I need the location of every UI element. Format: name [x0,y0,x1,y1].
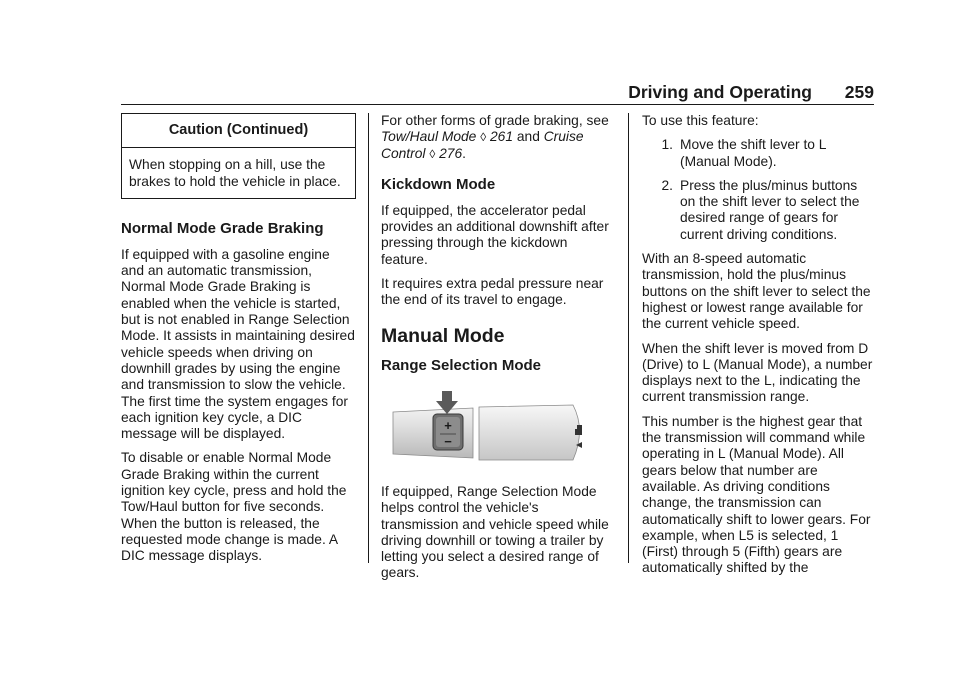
column-divider [368,113,369,563]
caution-text: When stopping on a hill, use the brakes to hold the vehicle in place. [129,157,341,189]
column-divider [628,113,629,563]
page-ref[interactable]: 261 [489,129,514,145]
heading-range-selection-mode: Range Selection Mode [381,356,542,374]
paragraph: With an 8-speed automatic transmission, hold the plus/minus buttons on the shift lever to select the highest or lowest range available for the current vehicle speed. [642,251,871,332]
link-tow-haul-mode[interactable]: Tow/Haul Mode [381,129,477,145]
heading-kickdown-mode: Kickdown Mode [381,175,496,193]
section-title: Driving and Operating [628,82,812,102]
paragraph: This number is the highest gear that the transmission will command while operating in L (Manual Mode). All gears below that number are available. As driving conditions change, the transmission can automatically shift to lower gears. For example, when L5 is selected, 1 (First) through 5 (Fifth) gears are automatically shifted by the [642,413,871,576]
caution-box [121,113,356,199]
heading-normal-mode-grade-braking: Normal Mode Grade Braking [121,219,324,237]
link-cruise-control[interactable]: Cruise Control [381,129,584,161]
minus-icon: − [444,433,452,449]
paragraph: When the shift lever is moved from D (Drive) to L (Manual Mode), a number displays next to the L, indicating the current transmission range. [642,340,873,405]
step-number: 1. [661,137,673,153]
paragraph: If equipped, the accelerator pedal provides an additional downshift after pressing through the kickdown feature. [381,202,609,267]
paragraph: To disable or enable Normal Mode Grade Braking within the current ignition key cycle, press and hold the Tow/Haul button for five seconds. When the button is released, the requested mode change is made. A DIC message displays. [121,450,347,564]
column-right [642,113,876,585]
column-left [121,113,355,573]
plus-icon: + [444,417,452,433]
page-number: 259 [844,82,874,102]
step-text: Press the plus/minus buttons on the shift lever to select the desired range of gears for current driving conditions. [680,177,860,242]
list-item [642,137,876,170]
paragraph: If equipped, Range Selection Mode helps control the vehicle's transmission and vehicle speed while driving downhill or towing a trailer by letting you select a desired range of gears. [381,483,609,581]
tow-haul-button-detail [575,429,578,435]
list-item [642,178,876,243]
lever-grip [479,405,580,460]
page-ref[interactable]: 276 [439,145,463,161]
cross-ref-icon: ◊ [480,130,487,145]
paragraph: It requires extra pedal pressure near the end of its travel to engage. [381,276,604,308]
step-number: 2. [661,177,673,193]
caution-title: Caution (Continued) [122,114,355,148]
paragraph-grade-braking-refs: For other forms of grade braking, see Tow/Haul Mode ◊ 261 and Cruise Control ◊ 276. [381,113,609,161]
paragraph-intro: To use this feature: [642,113,759,128]
shift-lever-illustration [381,390,615,470]
column-middle [381,113,615,590]
heading-manual-mode: Manual Mode [381,324,505,347]
cross-ref-icon: ◊ [429,146,436,161]
step-text: Move the shift lever to L (Manual Mode). [680,137,826,169]
paragraph: If equipped with a gasoline engine and an automatic transmission, Normal Mode Grade Braking is enabled when the vehicle is started, but is not enabled in Range Selection Mode. It assists in maintaining desired vehicle speeds when driving on downhill grades by using the engine and transmission to slow the vehicle. The first time the system engages for each ignition key cycle, a DIC message will be displayed. [121,246,355,442]
page-header [121,82,874,105]
